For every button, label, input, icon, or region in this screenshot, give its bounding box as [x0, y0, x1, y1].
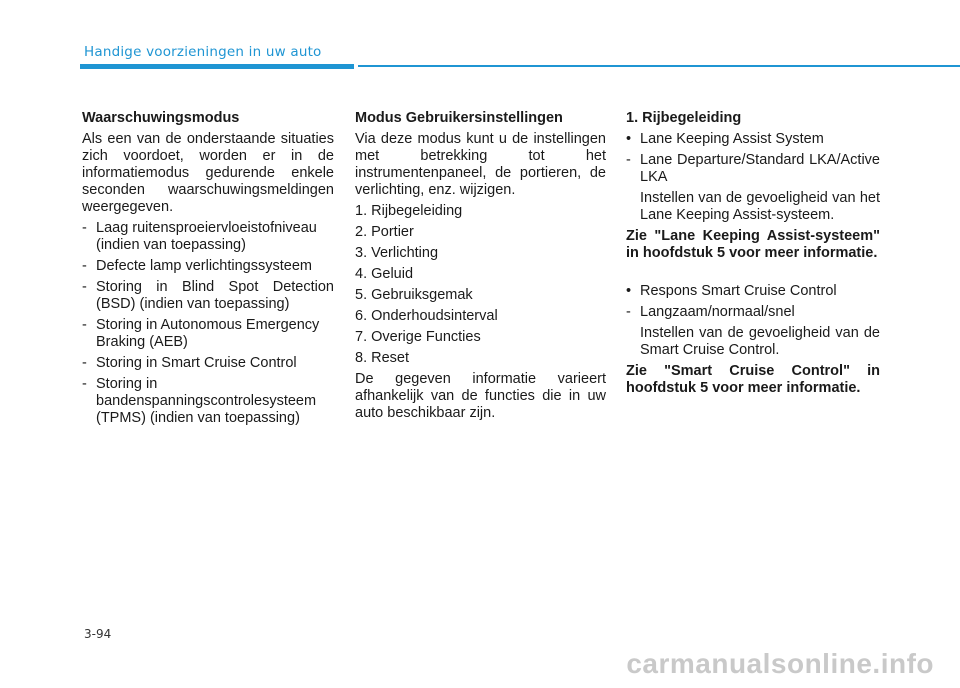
list-item-text: Laag ruitensproeiervloeistofniveau (indien van toepassing) — [96, 220, 317, 253]
list-item: 3. Verlichting — [355, 245, 439, 261]
list-item — [626, 283, 880, 300]
dash-marker: - — [82, 317, 87, 333]
dash-marker: - — [82, 258, 87, 274]
list-item: 6. Onderhoudsinterval — [355, 308, 498, 324]
dash-marker: - — [82, 376, 87, 392]
list-item — [626, 304, 880, 321]
list-item-text: Defecte lamp verlichtingssysteem — [96, 258, 312, 274]
list-item: 5. Gebruiksgemak — [355, 287, 473, 303]
user-settings-heading: Modus Gebruikersinstellingen — [355, 110, 563, 126]
warning-mode-intro: Als een van de onderstaande situaties zich voordoet, worden er in de informatiemodus gedurende enkele seconden waarschuwingsmeldingen weergegeven. — [82, 131, 334, 215]
dash-marker: - — [626, 152, 631, 168]
bullet-marker: • — [626, 131, 632, 147]
availability-note: De gegeven informatie varieert afhankelijk van de functies die in uw auto beschikbaar zijn. — [355, 371, 606, 421]
list-item: 2. Portier — [355, 224, 414, 240]
dash-marker: - — [82, 355, 87, 371]
list-item — [82, 258, 334, 275]
list-item-text: Storing in Blind Spot Detection (BSD) (indien van toepassing) — [96, 279, 334, 312]
header-rule-thick — [80, 64, 354, 69]
dash-marker: - — [626, 304, 631, 320]
header-rule-thin — [358, 65, 960, 67]
list-item: 7. Overige Functies — [355, 329, 481, 345]
scc-description: Instellen van de gevoeligheid van de Smart Cruise Control. — [640, 325, 880, 358]
bullet-marker: • — [626, 283, 632, 299]
list-item-text: Lane Keeping Assist System — [640, 131, 824, 147]
dash-marker: - — [82, 279, 87, 295]
list-item — [82, 355, 334, 372]
list-item — [82, 279, 334, 313]
list-item — [82, 376, 334, 427]
list-item: 1. Rijbegeleiding — [355, 203, 463, 219]
user-settings-intro: Via deze modus kunt u de instellingen met betrekking tot het instrumentenpaneel, de portieren, de verlichting, enz. wijzigen. — [355, 131, 606, 198]
lka-description: Instellen van de gevoeligheid van het Lane Keeping Assist-systeem. — [640, 190, 880, 223]
list-item-text: Storing in Smart Cruise Control — [96, 355, 297, 371]
warning-mode-heading: Waarschuwingsmodus — [82, 110, 240, 126]
list-item: 4. Geluid — [355, 266, 414, 282]
list-item — [82, 317, 334, 351]
list-item — [82, 220, 334, 254]
column-user-settings — [355, 110, 606, 426]
section-title: Handige voorzieningen in uw auto — [84, 44, 322, 60]
watermark: carmanualsonline.info — [626, 648, 934, 679]
driving-assist-heading: 1. Rijbegeleiding — [626, 110, 742, 126]
column-warning-mode — [82, 110, 334, 431]
list-item-text: Lane Departure/Standard LKA/Active LKA — [640, 152, 880, 185]
list-item: 8. Reset — [355, 350, 409, 366]
list-item — [626, 152, 880, 186]
lka-reference: Zie "Lane Keeping Assist-systeem" in hoofdstuk 5 voor meer informatie. — [626, 228, 880, 261]
list-item-text: Storing in bandenspanningscontrolesysteem (TPMS) (indien van toepassing) — [96, 376, 317, 426]
list-item-text: Storing in Autonomous Emergency Braking (AEB) — [96, 317, 320, 350]
list-item — [626, 131, 880, 148]
column-driving-assist — [626, 110, 880, 401]
list-item-text: Langzaam/normaal/snel — [640, 304, 795, 320]
list-item-text: Respons Smart Cruise Control — [640, 283, 837, 299]
scc-reference: Zie "Smart Cruise Control" in hoofdstuk 5 voor meer informatie. — [626, 363, 880, 396]
dash-marker: - — [82, 220, 87, 236]
page-number: 3-94 — [84, 627, 112, 641]
